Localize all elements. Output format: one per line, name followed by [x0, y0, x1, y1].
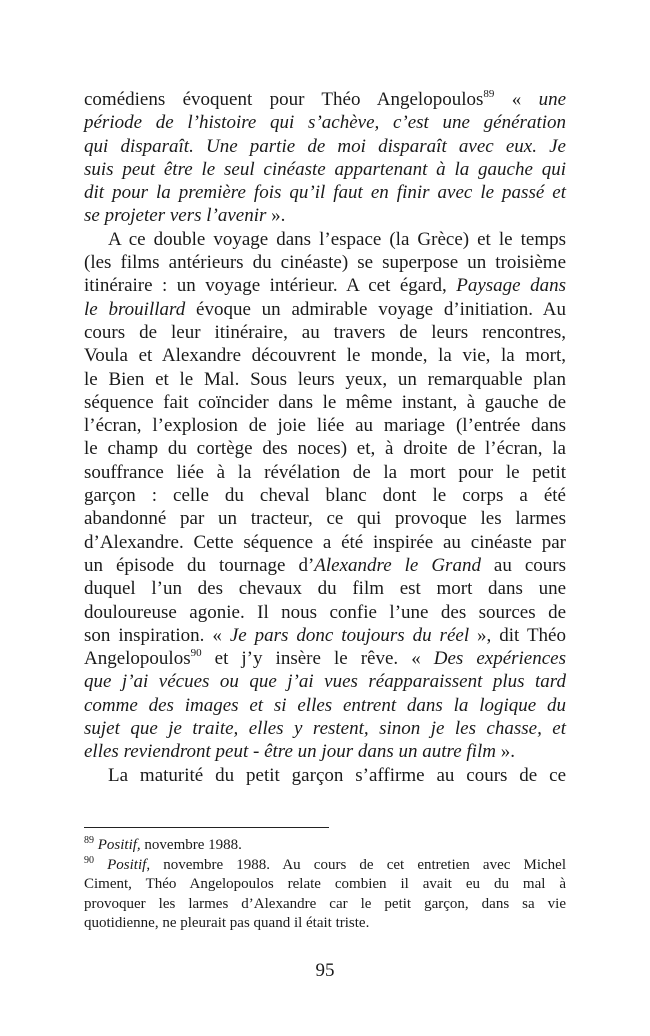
text-line: sujet que je traite, elles y restent, sinon je les chasse, et	[84, 718, 566, 740]
footnote-separator	[84, 827, 329, 828]
footnote-line: $^{90}$ Positif, novembre 1988. Au cours de cet entretien avec Michel	[84, 854, 567, 873]
footnote-89	[84, 836, 566, 856]
text-line: Voula et Alexandre découvrent le monde, la vie, la mort,	[84, 345, 566, 367]
text-line: dit pour la première fois qu’il faut en finir avec le passé et	[84, 182, 566, 204]
text-line: cours de leur itinéraire, au travers de leurs rencontres,	[84, 321, 566, 343]
body-text	[84, 88, 566, 787]
text-line: son inspiration. « Je pars donc toujours du réel », dit Théo	[84, 624, 566, 646]
text-line: un épisode du tournage d’Alexandre le Grand au cours	[84, 554, 567, 576]
text-line: garçon : celle du cheval blanc dont le corps a été	[84, 485, 566, 507]
footnote-90	[84, 856, 566, 934]
text-line: se projeter vers l’avenir ».	[84, 205, 286, 227]
paragraph-2	[84, 228, 566, 764]
text-line: Angelopoulos$^{90}$ et j’y insère le rêve. « Des expériences	[84, 647, 567, 670]
text-line: l’écran, l’explosion de joie liée au mariage (l’entrée dans	[84, 415, 566, 437]
text-line: A ce double voyage dans l’espace (la Grèce) et le temps	[108, 228, 566, 250]
text-line: qui disparaît. Une partie de moi disparaît avec eux. Je	[84, 135, 566, 157]
text-line: duquel l’un des chevaux du film est mort dans une	[84, 578, 566, 600]
paragraph-3	[84, 764, 566, 787]
text-line: souffrance liée à la révélation de la mort pour le petit	[84, 461, 566, 483]
text-line: suis peut être le seul cinéaste appartenant à la gauche qui	[84, 158, 566, 180]
text-line: le brouillard évoque un admirable voyage d’initiation. Au	[84, 298, 566, 320]
footnote-line: $^{89}$ Positif, novembre 1988.	[84, 835, 242, 853]
text-line: itinéraire : un voyage intérieur. A cet égard, Paysage dans	[84, 275, 566, 297]
text-line: le champ du cortège des noces) et, à droite de l’écran, la	[84, 438, 566, 460]
footnote-line: quotidienne, ne pleurait pas quand il était triste.	[84, 915, 370, 932]
footnote-line: Ciment, Théo Angelopoulos relate combien il avait eu du mal à	[84, 876, 566, 893]
text-line: le Bien et le Mal. Sous leurs yeux, un remarquable plan	[84, 368, 566, 390]
text-line: période de l’histoire qui s’achève, c’est une génération	[84, 112, 566, 134]
text-line: que j’ai vécues ou que j’ai vues réapparaissent plus tard	[84, 671, 566, 693]
footnote-ref-90[interactable]: 90	[190, 647, 202, 660]
footnote-line: provoquer les larmes d’Alexandre car le petit garçon, dans sa vie	[84, 895, 566, 912]
text-line: La maturité du petit garçon s’affirme au cours de ce	[108, 764, 566, 786]
footnotes	[84, 836, 566, 934]
page-number: 95	[315, 960, 335, 981]
text-line: séquence fait coïncider dans le même instant, à gauche de	[84, 391, 566, 413]
text-line: elles reviendront peut - être un jour dans un autre film ».	[84, 741, 515, 763]
text-line: comédiens évoquent pour Théo Angelopoulos$^{89}$ « une	[84, 88, 567, 110]
text-line: comme des images et si elles entrent dans la logique du	[84, 694, 566, 716]
paragraph-1	[84, 88, 566, 228]
text-line: d’Alexandre. Cette séquence a été inspirée au cinéaste par	[84, 531, 566, 553]
text-line: douloureuse agonie. Il nous confie l’une des sources de	[84, 601, 566, 623]
text-line: (les films antérieurs du cinéaste) se superpose un troisième	[84, 252, 566, 274]
text-line: abandonné par un tracteur, ce qui provoque les larmes	[84, 508, 566, 530]
footnote-ref-89[interactable]: 89	[483, 88, 495, 100]
